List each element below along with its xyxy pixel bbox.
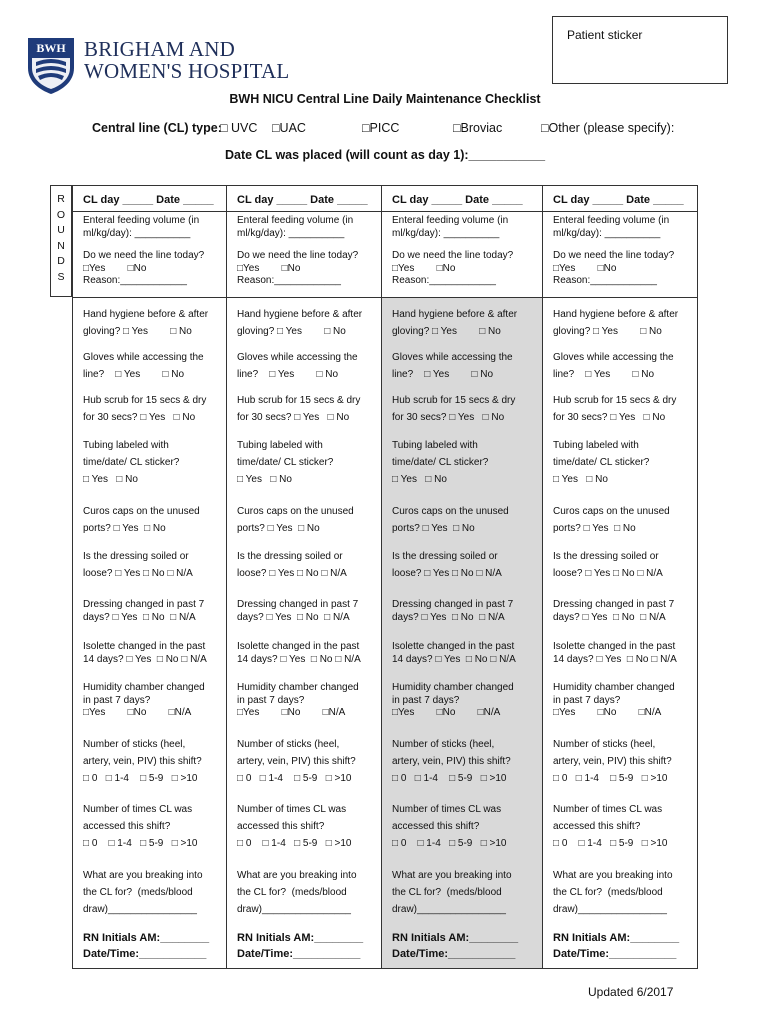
rn-initials-field[interactable]: RN Initials AM:________ Date/Time:___________ [83, 932, 210, 960]
tubing-labeled-item[interactable]: Tubing labeled with time/date/ CL sticker? □ Yes □ No [237, 440, 334, 485]
dressing-changed-item[interactable]: Dressing changed in past 7 days? □ Yes □ No □ N/A [237, 599, 359, 623]
shield-text: BWH [36, 41, 66, 55]
day-column-2 [227, 185, 382, 969]
breaking-into-item[interactable]: What are you breaking into the CL for? (meds/blood draw)________________ [237, 870, 357, 915]
cl-type-broviac[interactable]: □Broviac [453, 121, 503, 135]
hospital-logo [26, 36, 306, 96]
tubing-labeled-item[interactable]: Tubing labeled with time/date/ CL sticker? □ Yes □ No [83, 440, 180, 485]
need-line-question[interactable]: Do we need the line today? □Yes □No Reason:____________ [83, 250, 205, 286]
dressing-soiled-item[interactable]: Is the dressing soiled or loose? □ Yes □ No □ N/A [237, 551, 347, 579]
date-cl-placed[interactable]: Date CL was placed (will count as day 1):___________ [224, 148, 546, 162]
rounds-section [227, 186, 381, 298]
rn-initials-field[interactable]: RN Initials AM:________ Date/Time:___________ [237, 932, 364, 960]
isolette-changed-item[interactable]: Isolette changed in the past 14 days? □ Yes □ No □ N/A [553, 641, 677, 665]
isolette-changed-item[interactable]: Isolette changed in the past 14 days? □ Yes □ No □ N/A [237, 641, 361, 665]
hub-scrub-item[interactable]: Hub scrub for 15 secs & dry for 30 secs? □ Yes □ No [392, 395, 516, 423]
hospital-name [84, 38, 289, 82]
dressing-changed-item[interactable]: Dressing changed in past 7 days? □ Yes □ No □ N/A [83, 599, 205, 623]
hub-scrub-item[interactable]: Hub scrub for 15 secs & dry for 30 secs? □ Yes □ No [237, 395, 361, 423]
day-column-3 [382, 185, 543, 969]
shield-icon [26, 36, 76, 96]
gloves-item[interactable]: Gloves while accessing the line? □ Yes □ No [553, 352, 674, 380]
humidity-chamber-item[interactable]: Humidity chamber changed in past 7 days? □Yes □No □N/A [83, 682, 205, 718]
dressing-changed-item[interactable]: Dressing changed in past 7 days? □ Yes □ No □ N/A [392, 599, 514, 623]
hand-hygiene-item[interactable]: Hand hygiene before & after gloving? □ Yes □ No [553, 309, 679, 337]
times-accessed-item[interactable]: Number of times CL was accessed this shift? □ 0 □ 1-4 □ 5-9 □ >10 [553, 804, 668, 849]
hub-scrub-item[interactable]: Hub scrub for 15 secs & dry for 30 secs? □ Yes □ No [553, 395, 677, 423]
cl-type-label: Central line (CL) type: [92, 121, 222, 135]
breaking-into-item[interactable]: What are you breaking into the CL for? (meds/blood draw)________________ [83, 870, 203, 915]
enteral-feeding-field[interactable]: Enteral feeding volume (in ml/kg/day): __________ [553, 215, 670, 239]
dressing-soiled-item[interactable]: Is the dressing soiled or loose? □ Yes □ No □ N/A [392, 551, 502, 579]
cl-type-row [92, 121, 692, 137]
number-of-sticks-item[interactable]: Number of sticks (heel, artery, vein, PIV) this shift? □ 0 □ 1-4 □ 5-9 □ >10 [553, 739, 672, 784]
rounds-section [543, 186, 697, 298]
breaking-into-item[interactable]: What are you breaking into the CL for? (meds/blood draw)________________ [553, 870, 673, 915]
isolette-changed-item[interactable]: Isolette changed in the past 14 days? □ Yes □ No □ N/A [392, 641, 516, 665]
rounds-section [73, 186, 226, 298]
day-column-4 [543, 185, 698, 969]
enteral-feeding-field[interactable]: Enteral feeding volume (in ml/kg/day): __________ [237, 215, 354, 239]
rounds-label: R O U N D S [50, 185, 72, 297]
dressing-soiled-item[interactable]: Is the dressing soiled or loose? □ Yes □ No □ N/A [553, 551, 663, 579]
enteral-feeding-field[interactable]: Enteral feeding volume (in ml/kg/day): __________ [392, 215, 509, 239]
curos-caps-item[interactable]: Curos caps on the unused ports? □ Yes □ No [237, 506, 354, 534]
number-of-sticks-item[interactable]: Number of sticks (heel, artery, vein, PIV) this shift? □ 0 □ 1-4 □ 5-9 □ >10 [392, 739, 511, 784]
hand-hygiene-item[interactable]: Hand hygiene before & after gloving? □ Yes □ No [237, 309, 363, 337]
cl-type-other[interactable]: □Other (please specify): [541, 121, 675, 135]
curos-caps-item[interactable]: Curos caps on the unused ports? □ Yes □ No [83, 506, 200, 534]
cl-day-date-field[interactable]: CL day _____ Date _____ [392, 194, 523, 206]
gloves-item[interactable]: Gloves while accessing the line? □ Yes □ No [237, 352, 358, 380]
updated-date: Updated 6/2017 [588, 985, 674, 999]
tubing-labeled-item[interactable]: Tubing labeled with time/date/ CL sticker? □ Yes □ No [553, 440, 650, 485]
hospital-name-line1: BRIGHAM AND [84, 37, 235, 61]
humidity-chamber-item[interactable]: Humidity chamber changed in past 7 days? □Yes □No □N/A [237, 682, 359, 718]
isolette-changed-item[interactable]: Isolette changed in the past 14 days? □ Yes □ No □ N/A [83, 641, 207, 665]
cl-day-date-field[interactable]: CL day _____ Date _____ [83, 194, 214, 206]
gloves-item[interactable]: Gloves while accessing the line? □ Yes □ No [392, 352, 513, 380]
hand-hygiene-item[interactable]: Hand hygiene before & after gloving? □ Yes □ No [83, 309, 209, 337]
hub-scrub-item[interactable]: Hub scrub for 15 secs & dry for 30 secs? □ Yes □ No [83, 395, 207, 423]
dressing-soiled-item[interactable]: Is the dressing soiled or loose? □ Yes □ No □ N/A [83, 551, 193, 579]
need-line-question[interactable]: Do we need the line today? □Yes □No Reason:____________ [237, 250, 359, 286]
need-line-question[interactable]: Do we need the line today? □Yes □No Reason:____________ [392, 250, 514, 286]
cl-day-date-field[interactable]: CL day _____ Date _____ [237, 194, 368, 206]
number-of-sticks-item[interactable]: Number of sticks (heel, artery, vein, PIV) this shift? □ 0 □ 1-4 □ 5-9 □ >10 [83, 739, 202, 784]
cl-day-date-field[interactable]: CL day _____ Date _____ [553, 194, 684, 206]
document-title: BWH NICU Central Line Daily Maintenance Checklist [229, 92, 541, 106]
rounds-section [382, 186, 542, 298]
curos-caps-item[interactable]: Curos caps on the unused ports? □ Yes □ No [392, 506, 509, 534]
divider [543, 211, 697, 212]
hospital-name-line2: WOMEN'S HOSPITAL [84, 59, 290, 83]
times-accessed-item[interactable]: Number of times CL was accessed this shift? □ 0 □ 1-4 □ 5-9 □ >10 [392, 804, 507, 849]
cl-type-uvc[interactable]: □ UVC [220, 121, 258, 135]
need-line-question[interactable]: Do we need the line today? □Yes □No Reason:____________ [553, 250, 675, 286]
hand-hygiene-item[interactable]: Hand hygiene before & after gloving? □ Yes □ No [392, 309, 518, 337]
rn-initials-field[interactable]: RN Initials AM:________ Date/Time:___________ [553, 932, 680, 960]
divider [73, 211, 226, 212]
enteral-feeding-field[interactable]: Enteral feeding volume (in ml/kg/day): __________ [83, 215, 200, 239]
divider [227, 211, 381, 212]
tubing-labeled-item[interactable]: Tubing labeled with time/date/ CL sticker? □ Yes □ No [392, 440, 489, 485]
times-accessed-item[interactable]: Number of times CL was accessed this shift? □ 0 □ 1-4 □ 5-9 □ >10 [83, 804, 198, 849]
curos-caps-item[interactable]: Curos caps on the unused ports? □ Yes □ No [553, 506, 670, 534]
day-column-1 [72, 185, 227, 969]
gloves-item[interactable]: Gloves while accessing the line? □ Yes □ No [83, 352, 204, 380]
divider [382, 211, 542, 212]
patient-sticker-box: Patient sticker [552, 16, 728, 84]
rn-initials-field[interactable]: RN Initials AM:________ Date/Time:___________ [392, 932, 519, 960]
cl-type-uac[interactable]: □UAC [272, 121, 306, 135]
checklist-grid [72, 185, 698, 969]
cl-type-picc[interactable]: □PICC [362, 121, 400, 135]
humidity-chamber-item[interactable]: Humidity chamber changed in past 7 days? □Yes □No □N/A [553, 682, 675, 718]
breaking-into-item[interactable]: What are you breaking into the CL for? (meds/blood draw)________________ [392, 870, 512, 915]
times-accessed-item[interactable]: Number of times CL was accessed this shift? □ 0 □ 1-4 □ 5-9 □ >10 [237, 804, 352, 849]
humidity-chamber-item[interactable]: Humidity chamber changed in past 7 days? □Yes □No □N/A [392, 682, 514, 718]
number-of-sticks-item[interactable]: Number of sticks (heel, artery, vein, PIV) this shift? □ 0 □ 1-4 □ 5-9 □ >10 [237, 739, 356, 784]
dressing-changed-item[interactable]: Dressing changed in past 7 days? □ Yes □ No □ N/A [553, 599, 675, 623]
